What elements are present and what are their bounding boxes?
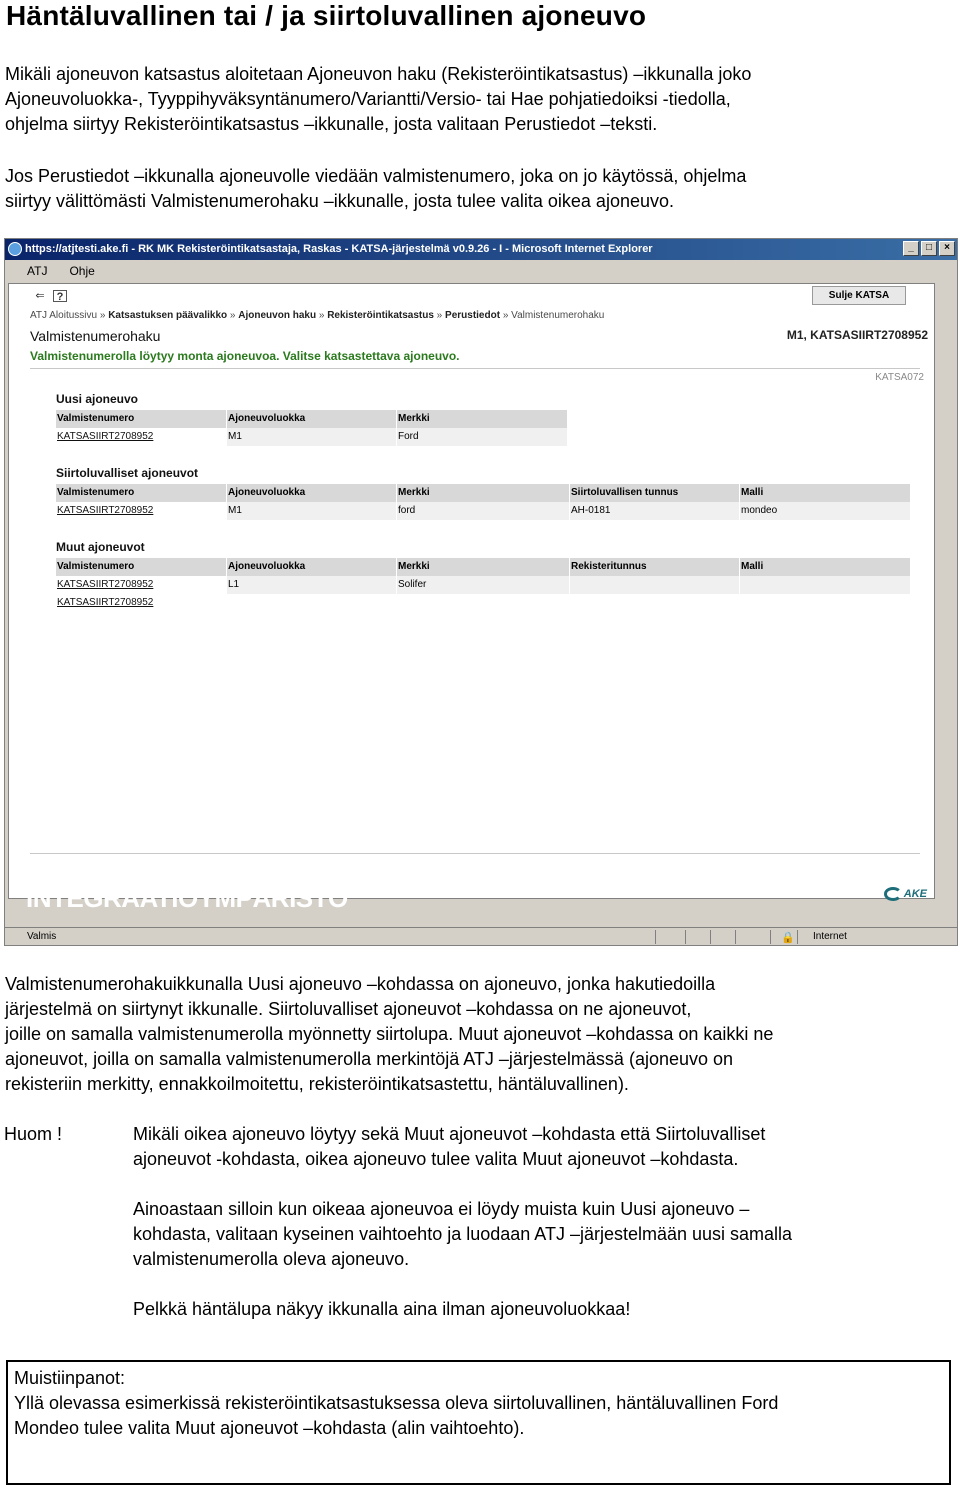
menu-bar: [5, 261, 957, 281]
huom-paragraph-3: [133, 1297, 953, 1322]
table-cell: Solifer: [397, 576, 569, 594]
column-header: Merkki: [397, 410, 567, 428]
section-heading-siirtoluvalliset: Siirtoluvalliset ajoneuvot: [56, 466, 199, 480]
browser-window-screenshot: [4, 238, 958, 946]
notice-message: Valmistenumerolla löytyy monta ajoneuvoa. Valitse katsastettava ajoneuvo.: [30, 349, 460, 363]
text-line: valmistenumerolla oleva ajoneuvo.: [133, 1249, 410, 1269]
status-separator: [797, 930, 798, 944]
column-header: Siirtoluvallisen tunnus: [570, 484, 739, 502]
status-separator: [770, 930, 771, 944]
intro-paragraph-2: [5, 164, 955, 214]
table-cell: ford: [397, 502, 569, 520]
text-line: ajoneuvot -kohdasta, oikea ajoneuvo tulee valita Muut ajoneuvot –kohdasta.: [133, 1149, 739, 1169]
status-separator: [735, 930, 736, 944]
table-cell: Ford: [397, 428, 567, 446]
text-line: ajoneuvot, joilla on samalla valmistenumerolla merkintöjä ATJ –järjestelmässä (ajoneuvo on: [5, 1049, 734, 1069]
text-line: ohjelma siirtyy Rekisteröintikatsastus –ikkunalle, josta valitaan Perustiedot –teksti.: [5, 114, 658, 134]
text-line: kohdasta, valitaan kyseinen vaihtoehto ja luodaan ATJ –järjestelmään uusi samalla: [133, 1224, 793, 1244]
window-titlebar: [5, 239, 957, 260]
minimize-button[interactable]: _: [903, 241, 919, 256]
menu-item-ohje[interactable]: Ohje: [69, 264, 95, 278]
table-cell: AH-0181: [570, 502, 739, 520]
grid-muut-ajoneuvot: [56, 558, 911, 612]
table-row[interactable]: [56, 502, 911, 520]
column-header: Merkki: [397, 558, 569, 576]
table-cell: M1: [227, 428, 396, 446]
column-header: Valmistenumero: [56, 484, 226, 502]
column-header: Malli: [740, 558, 910, 576]
column-header: Ajoneuvoluokka: [227, 410, 396, 428]
maximize-button[interactable]: □: [921, 241, 937, 256]
breadcrumb-item-current: Valmistenumerohaku: [511, 310, 605, 321]
table-header-row: [56, 410, 568, 428]
ake-logo-icon: [884, 887, 902, 901]
table-cell: [570, 576, 739, 594]
vin-link[interactable]: KATSASIIRT2708952: [56, 502, 226, 520]
help-icon[interactable]: ?: [53, 290, 67, 302]
status-bar: [5, 927, 957, 945]
app-content: [8, 283, 935, 899]
vin-link[interactable]: KATSASIIRT2708952: [56, 576, 226, 594]
divider: [30, 853, 920, 854]
page-heading: Valmistenumerohaku: [30, 328, 161, 344]
column-header: Rekisteritunnus: [570, 558, 739, 576]
text-line: Yllä olevassa esimerkissä rekisteröintikatsastuksessa oleva siirtoluvallinen, häntäluvallinen Ford: [14, 1393, 779, 1413]
breadcrumb-item[interactable]: Rekisteröintikatsastus: [327, 310, 434, 321]
document-title: Häntäluvallinen tai / ja siirtoluvallinen ajoneuvo: [6, 0, 647, 31]
text-line: siirtyy välittömästi Valmistenumerohaku –ikkunalle, josta tulee valita oikea ajoneuvo.: [5, 191, 674, 211]
vehicle-identifier: M1, KATSASIIRT2708952: [786, 328, 928, 342]
text-line: Pelkkä häntälupa näkyy ikkunalla aina ilman ajoneuvoluokkaa!: [133, 1299, 631, 1319]
notes-box: [6, 1360, 951, 1485]
text-line: joille on samalla valmistenumerolla myönnetty siirtolupa. Muut ajoneuvot –kohdassa on kaikki ne: [5, 1024, 774, 1044]
breadcrumb: ATJ Aloitussivu » Katsastuksen päävalikko » Ajoneuvon haku » Rekisteröintikatsastus » Perustiedot » Valmistenumerohaku: [30, 310, 605, 321]
column-header: Ajoneuvoluokka: [227, 558, 396, 576]
text-line: Jos Perustiedot –ikkunalla ajoneuvolle viedään valmistenumero, joka on jo käytössä, ohjelma: [5, 166, 747, 186]
breadcrumb-item[interactable]: Ajoneuvon haku: [238, 310, 317, 321]
notes-heading: Muistiinpanot:: [14, 1368, 126, 1388]
table-cell: M1: [227, 502, 396, 520]
table-cell: L1: [227, 576, 396, 594]
table-row[interactable]: [56, 576, 911, 594]
status-text: Valmis: [27, 931, 57, 942]
text-line: Mikäli oikea ajoneuvo löytyy sekä Muut ajoneuvot –kohdasta että Siirtoluvalliset: [133, 1124, 766, 1144]
close-window-button[interactable]: ×: [939, 241, 955, 256]
menu-item-atj[interactable]: ATJ: [27, 264, 48, 278]
column-header: Valmistenumero: [56, 558, 226, 576]
divider: [30, 368, 920, 369]
status-separator: [710, 930, 711, 944]
text-line: Ajoneuvoluokka-, Tyyppihyväksyntänumero/Variantti/Versio- tai Hae pohjatiedoiksi -tiedolla,: [5, 89, 731, 109]
text-line: Mondeo tulee valita Muut ajoneuvot –kohdasta (alin vaihtoehto).: [14, 1418, 525, 1438]
breadcrumb-item[interactable]: Perustiedot: [445, 310, 501, 321]
status-separator: [655, 930, 656, 944]
vin-link[interactable]: KATSASIIRT2708952: [56, 594, 226, 612]
environment-label: INTEGRAATIOYMPÄRISTÖ: [26, 883, 348, 913]
section-heading-muut: Muut ajoneuvot: [56, 540, 145, 554]
explanation-paragraph: [5, 972, 955, 1097]
table-cell: [740, 576, 910, 594]
text-line: järjestelmä on siirtynyt ikkunalle. Siirtoluvalliset ajoneuvot –kohdassa on ne ajoneuvot,: [5, 999, 692, 1019]
ake-logo-text: AKE: [903, 887, 927, 900]
intro-paragraph-1: [5, 62, 955, 137]
lock-icon: 🔒: [781, 932, 795, 944]
column-header: Merkki: [397, 484, 569, 502]
app-toolbar: [9, 284, 934, 310]
screen-code: KATSA072: [875, 372, 924, 383]
status-separator: [685, 930, 686, 944]
huom-paragraph-2: [133, 1197, 953, 1272]
column-header: Malli: [740, 484, 910, 502]
column-header: Ajoneuvoluokka: [227, 484, 396, 502]
table-header-row: [56, 484, 911, 502]
table-cell: mondeo: [740, 502, 910, 520]
huom-paragraph-1: [133, 1122, 953, 1172]
breadcrumb-item[interactable]: ATJ Aloitussivu: [30, 310, 98, 321]
huom-label: Huom !: [4, 1124, 63, 1144]
internet-explorer-icon: [8, 242, 22, 256]
column-header: Valmistenumero: [56, 410, 226, 428]
ake-logo: [884, 887, 927, 901]
table-header-row: [56, 558, 911, 576]
text-line: Mikäli ajoneuvon katsastus aloitetaan Ajoneuvon haku (Rekisteröintikatsastus) –ikkunalla joko: [5, 64, 752, 84]
sulje-katsa-button[interactable]: Sulje KATSA: [812, 286, 906, 305]
grid-siirtoluvalliset: [56, 484, 911, 520]
text-line: Ainoastaan silloin kun oikeaa ajoneuvoa ei löydy muista kuin Uusi ajoneuvo –: [133, 1199, 750, 1219]
section-heading-uusi: Uusi ajoneuvo: [56, 392, 139, 406]
text-line: Valmistenumerohakuikkunalla Uusi ajoneuvo –kohdassa on ajoneuvo, jonka hakutiedoilla: [5, 974, 716, 994]
vin-link[interactable]: KATSASIIRT2708952: [56, 428, 226, 446]
security-zone: Internet: [813, 931, 847, 942]
table-row[interactable]: [56, 428, 568, 446]
back-arrow-icon[interactable]: ⇐: [35, 290, 45, 302]
grid-uusi-ajoneuvo: [56, 410, 568, 446]
breadcrumb-item[interactable]: Katsastuksen päävalikko: [108, 310, 228, 321]
table-row[interactable]: [56, 594, 911, 612]
window-title: https://atjtesti.ake.fi - RK MK Rekisteröintikatsastaja, Raskas - KATSA-järjestelmä v0.9.26 - I - Microsoft Internet Explorer: [25, 243, 653, 255]
text-line: rekisteriin merkitty, ennakkoilmoitettu, rekisteröintikatsastettu, häntäluvallinen).: [5, 1074, 629, 1094]
